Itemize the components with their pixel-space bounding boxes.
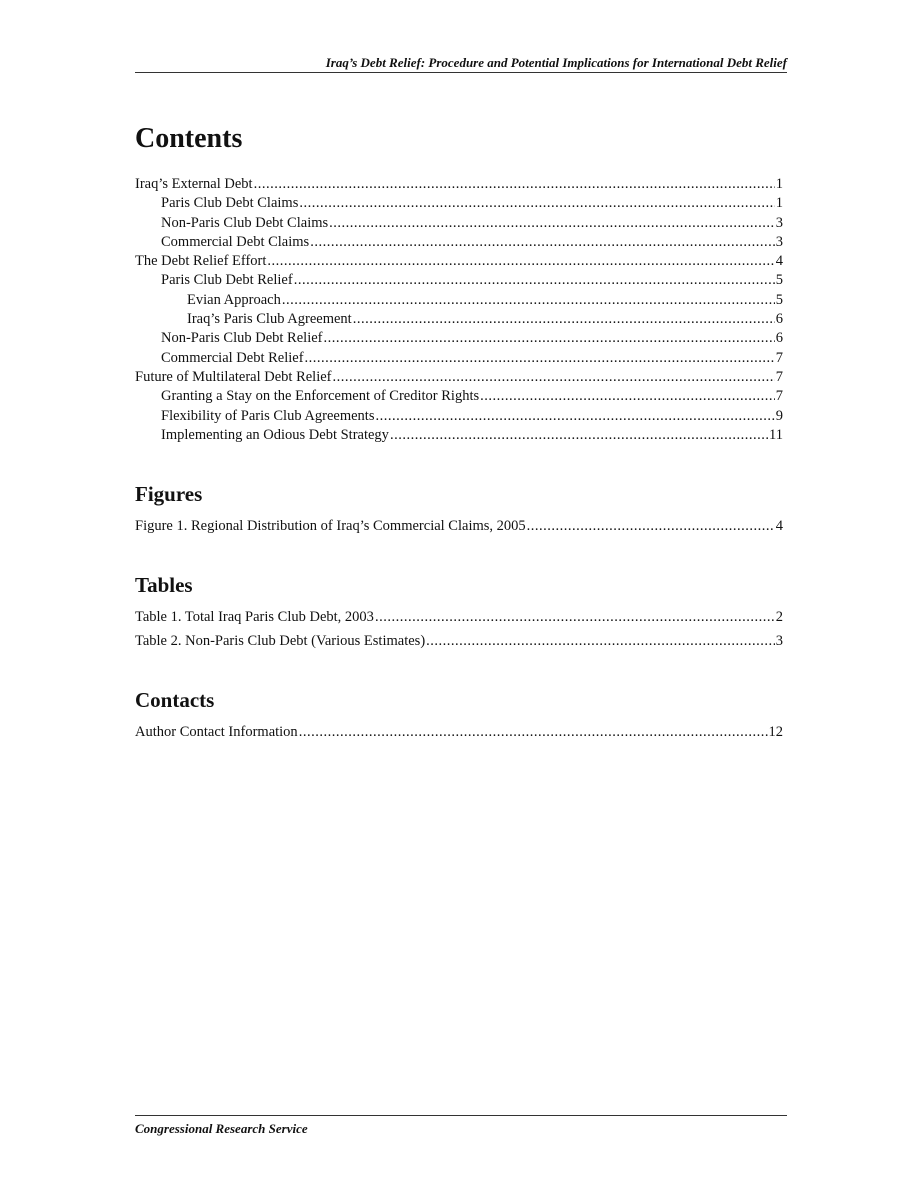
figures-heading: Figures [135,482,203,507]
dot-leader [305,349,775,368]
dot-leader [390,426,768,445]
dot-leader [527,517,775,536]
toc-entry-title: Table 1. Total Iraq Paris Club Debt, 2003 [135,609,374,626]
dot-leader [299,194,774,213]
toc-entry[interactable] [135,310,783,329]
dot-leader [267,252,774,271]
footer-rule [135,1115,787,1116]
toc-entry-title: Flexibility of Paris Club Agreements [161,407,375,424]
toc-entry-title: Implementing an Odious Debt Strategy [161,426,389,443]
toc-entry[interactable] [135,175,783,194]
toc-entry[interactable] [135,233,783,252]
toc-entry[interactable] [135,349,783,368]
toc-entry-page: 3 [775,632,783,649]
toc-entry-page: 6 [775,311,783,328]
figures-section [135,481,783,536]
toc-entry-page: 2 [775,609,783,626]
dot-leader [254,175,775,194]
toc-entry-title: Paris Club Debt Relief [161,272,293,289]
toc-entry-title: Commercial Debt Claims [161,233,310,250]
dot-leader [375,608,775,627]
toc-entry[interactable] [135,214,783,233]
toc-entry-title: Figure 1. Regional Distribution of Iraq’s Commercial Claims, 2005 [135,518,526,535]
dot-leader [324,329,775,348]
toc-entry-title: Non-Paris Club Debt Relief [161,330,323,347]
running-footer: Congressional Research Service [135,1121,308,1136]
toc-entry-page: 3 [775,214,783,231]
toc-entry-title: Evian Approach [187,291,281,308]
toc-entry-page: 4 [775,518,783,535]
toc-entry-page: 4 [775,253,783,270]
toc-entry[interactable] [135,426,783,445]
toc-entry[interactable] [135,368,783,387]
dot-leader [353,310,775,329]
dot-leader [480,387,775,406]
toc-entry-page: 3 [775,233,783,250]
dot-leader [282,291,775,310]
toc-entry-title: Paris Club Debt Claims [161,195,299,212]
table-of-contents [135,122,783,742]
toc-entry[interactable] [135,252,783,271]
toc-entry-title: Author Contact Information [135,724,298,741]
toc-entry-page: 7 [775,349,783,366]
toc-entry-title: The Debt Relief Effort [135,253,267,270]
toc-entry-title: Commercial Debt Relief [161,349,304,366]
toc-entry-title: Table 2. Non-Paris Club Debt (Various Estimates) [135,632,426,649]
dot-leader [375,407,774,426]
toc-entry[interactable] [135,407,783,426]
toc-entry[interactable] [135,329,783,348]
toc-entry-page: 7 [775,368,783,385]
toc-entry[interactable] [135,291,783,310]
toc-entry[interactable] [135,194,783,213]
toc-entry-title: Granting a Stay on the Enforcement of Creditor Rights [161,388,480,405]
dot-leader [294,271,775,290]
dot-leader [299,723,768,742]
toc-entry-page: 1 [775,195,783,212]
tables-section [135,572,783,651]
toc-entry-page: 1 [775,176,783,192]
toc-entry-page: 11 [769,426,783,443]
dot-leader [310,233,775,252]
toc-entry[interactable] [135,723,783,742]
toc-entry-title: Iraq’s Paris Club Agreement [187,311,352,328]
toc-entry-title: Iraq’s External Debt [135,176,253,192]
toc-entry[interactable] [135,271,783,290]
toc-entry-page: 9 [775,407,783,424]
toc-entry[interactable] [135,517,783,536]
contents-heading: Contents [135,123,243,154]
toc-entry[interactable] [135,608,783,627]
toc-entry-page: 6 [775,330,783,347]
dot-leader [426,632,775,651]
tables-heading: Tables [135,573,193,598]
toc-entry-title: Non-Paris Club Debt Claims [161,214,329,231]
toc-entry-page: 5 [775,272,783,289]
toc-entry-page: 7 [775,388,783,405]
contents-list [135,175,783,445]
running-header: Iraq’s Debt Relief: Procedure and Potential Implications for International Debt Relief [325,55,787,70]
dot-leader [329,214,775,233]
toc-entry-page: 5 [775,291,783,308]
toc-entry[interactable] [135,632,783,651]
toc-entry[interactable] [135,387,783,406]
toc-entry-title: Future of Multilateral Debt Relief [135,368,332,385]
contacts-section [135,687,783,742]
toc-entry-page: 12 [768,724,783,741]
contacts-heading: Contacts [135,688,215,713]
header-rule [135,72,787,73]
dot-leader [333,368,775,387]
